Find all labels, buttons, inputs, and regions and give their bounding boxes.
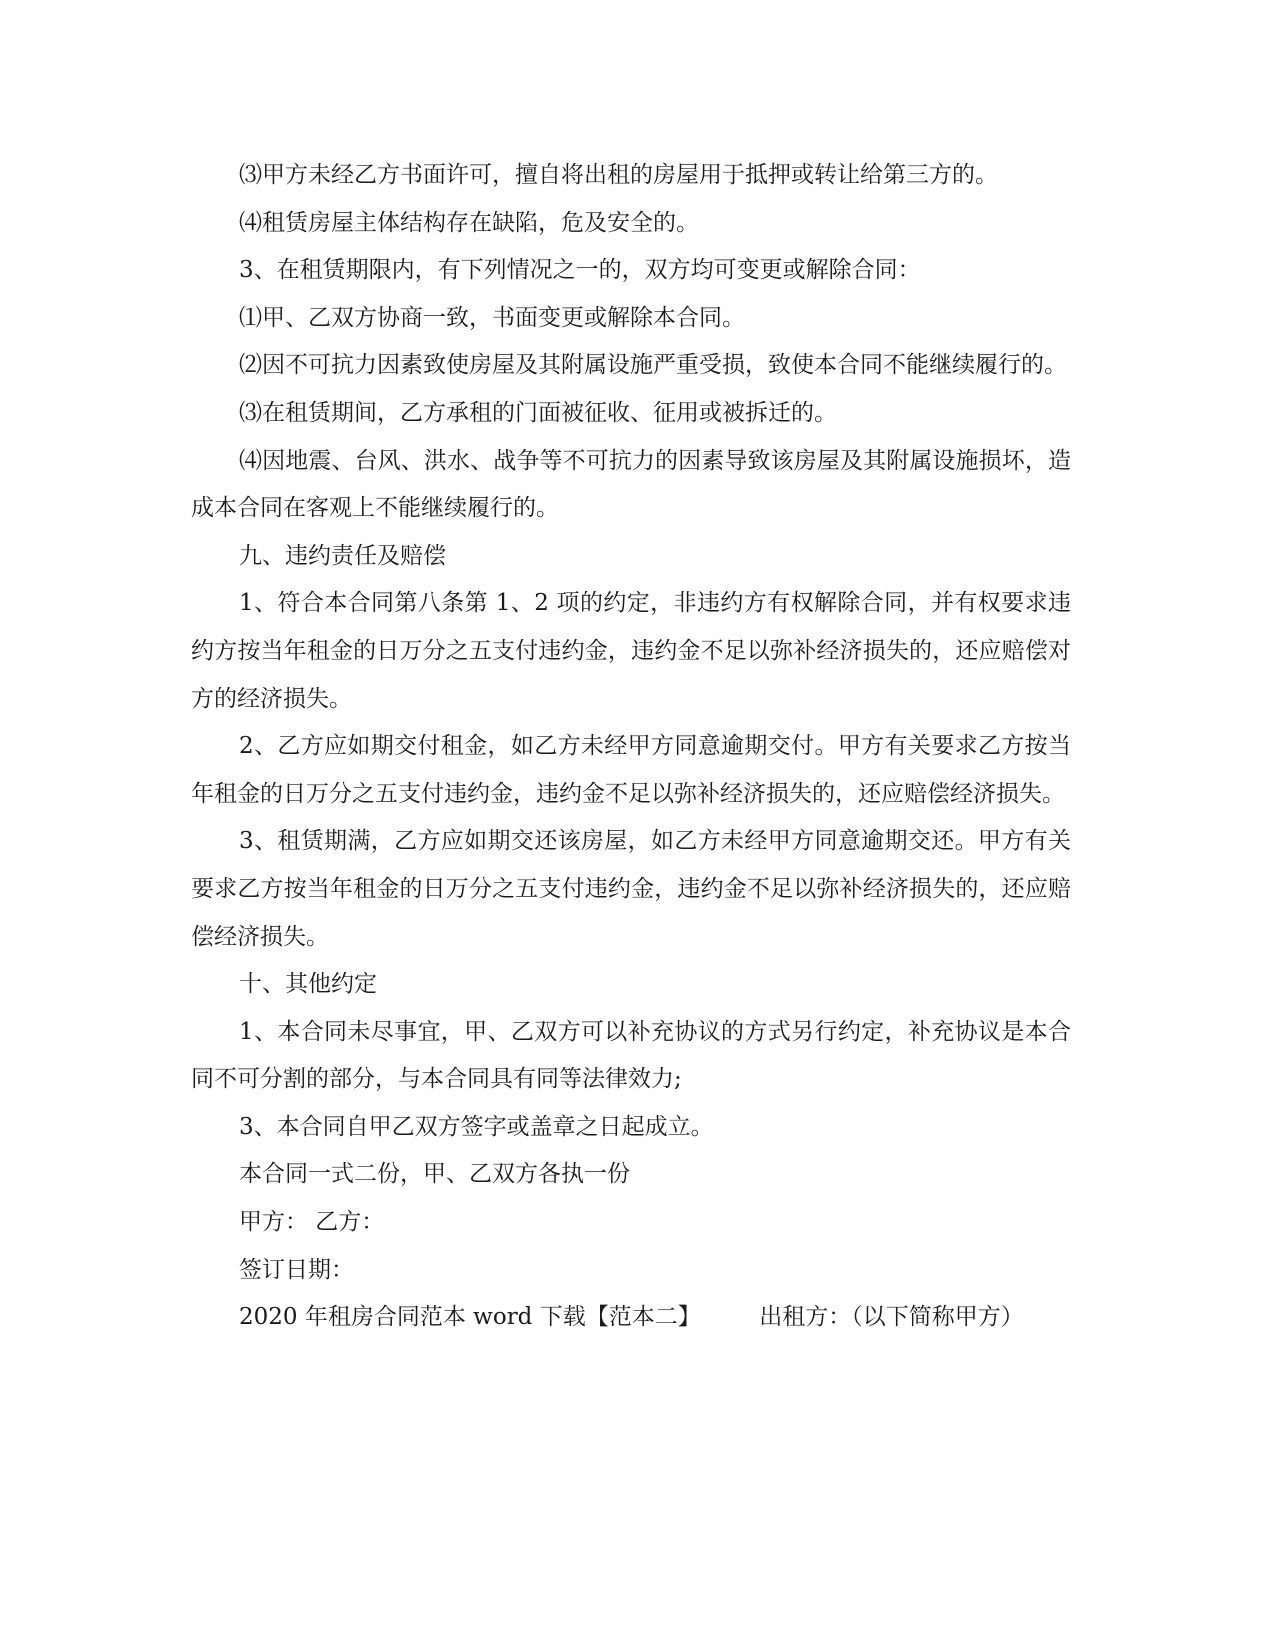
clause-3-3: ⑶甲方未经乙方书面许可，擅自将出租的房屋用于抵押或转让给第三方的。 bbox=[239, 162, 998, 188]
section-heading-breach: 九、违约责任及赔偿 bbox=[239, 542, 446, 569]
clause-change-3: ⑶在租赁期间，乙方承租的门面被征收、征用或被拆迁的。 bbox=[239, 399, 837, 426]
document-body bbox=[191, 152, 1071, 1342]
signature-parties: 甲方： 乙方： bbox=[239, 1209, 385, 1236]
breach-clause-2: 2、乙方应如期交付租金，如乙方未经甲方同意逾期交付。甲方有关要求乙方按当年租金的日万分之五支付违约金，违约金不足以弥补经济损失的，还应赔偿经济损失。 bbox=[191, 733, 1071, 807]
clause-change-2: ⑵因不可抗力因素致使房屋及其附属设施严重受损，致使本合同不能继续履行的。 bbox=[239, 352, 1067, 379]
copies-statement: 本合同一式二份，甲、乙双方各执一份 bbox=[239, 1161, 630, 1188]
next-template-title: 2020 年租房合同范本 word 下载【范本二】 出租方：（以下简称甲方） bbox=[239, 1304, 1024, 1331]
clause-change-termination: 3、在租赁期限内，有下列情况之一的，双方均可变更或解除合同： bbox=[239, 257, 921, 284]
clause-change-1: ⑴甲、乙双方协商一致，书面变更或解除本合同。 bbox=[239, 304, 745, 331]
clause-3-4: ⑷租赁房屋主体结构存在缺陷，危及安全的。 bbox=[239, 209, 699, 236]
signing-date: 签订日期： bbox=[239, 1256, 354, 1283]
other-clause-3: 3、本合同自甲乙双方签字或盖章之日起成立。 bbox=[239, 1113, 714, 1140]
other-clause-1: 1、本合同未尽事宜，甲、乙双方可以补充协议的方式另行约定，补充协议是本合同不可分割的部分，与本合同具有同等法律效力; bbox=[191, 1018, 1071, 1093]
clause-change-4: ⑷因地震、台风、洪水、战争等不可抗力的因素导致该房屋及其附属设施损坏，造成本合同在客观上不能继续履行的。 bbox=[191, 447, 1071, 522]
section-heading-other: 十、其他约定 bbox=[239, 971, 377, 998]
breach-clause-3: 3、租赁期满，乙方应如期交还该房屋，如乙方未经甲方同意逾期交还。甲方有关要求乙方按当年租金的日万分之五支付违约金，违约金不足以弥补经济损失的，还应赔偿经济损失。 bbox=[191, 828, 1071, 950]
breach-clause-1: 1、符合本合同第八条第 1、2 项的约定，非违约方有权解除合同，并有权要求违约方按当年租金的日万分之五支付违约金，违约金不足以弥补经济损失的，还应赔偿对方的经济损失。 bbox=[191, 590, 1071, 712]
